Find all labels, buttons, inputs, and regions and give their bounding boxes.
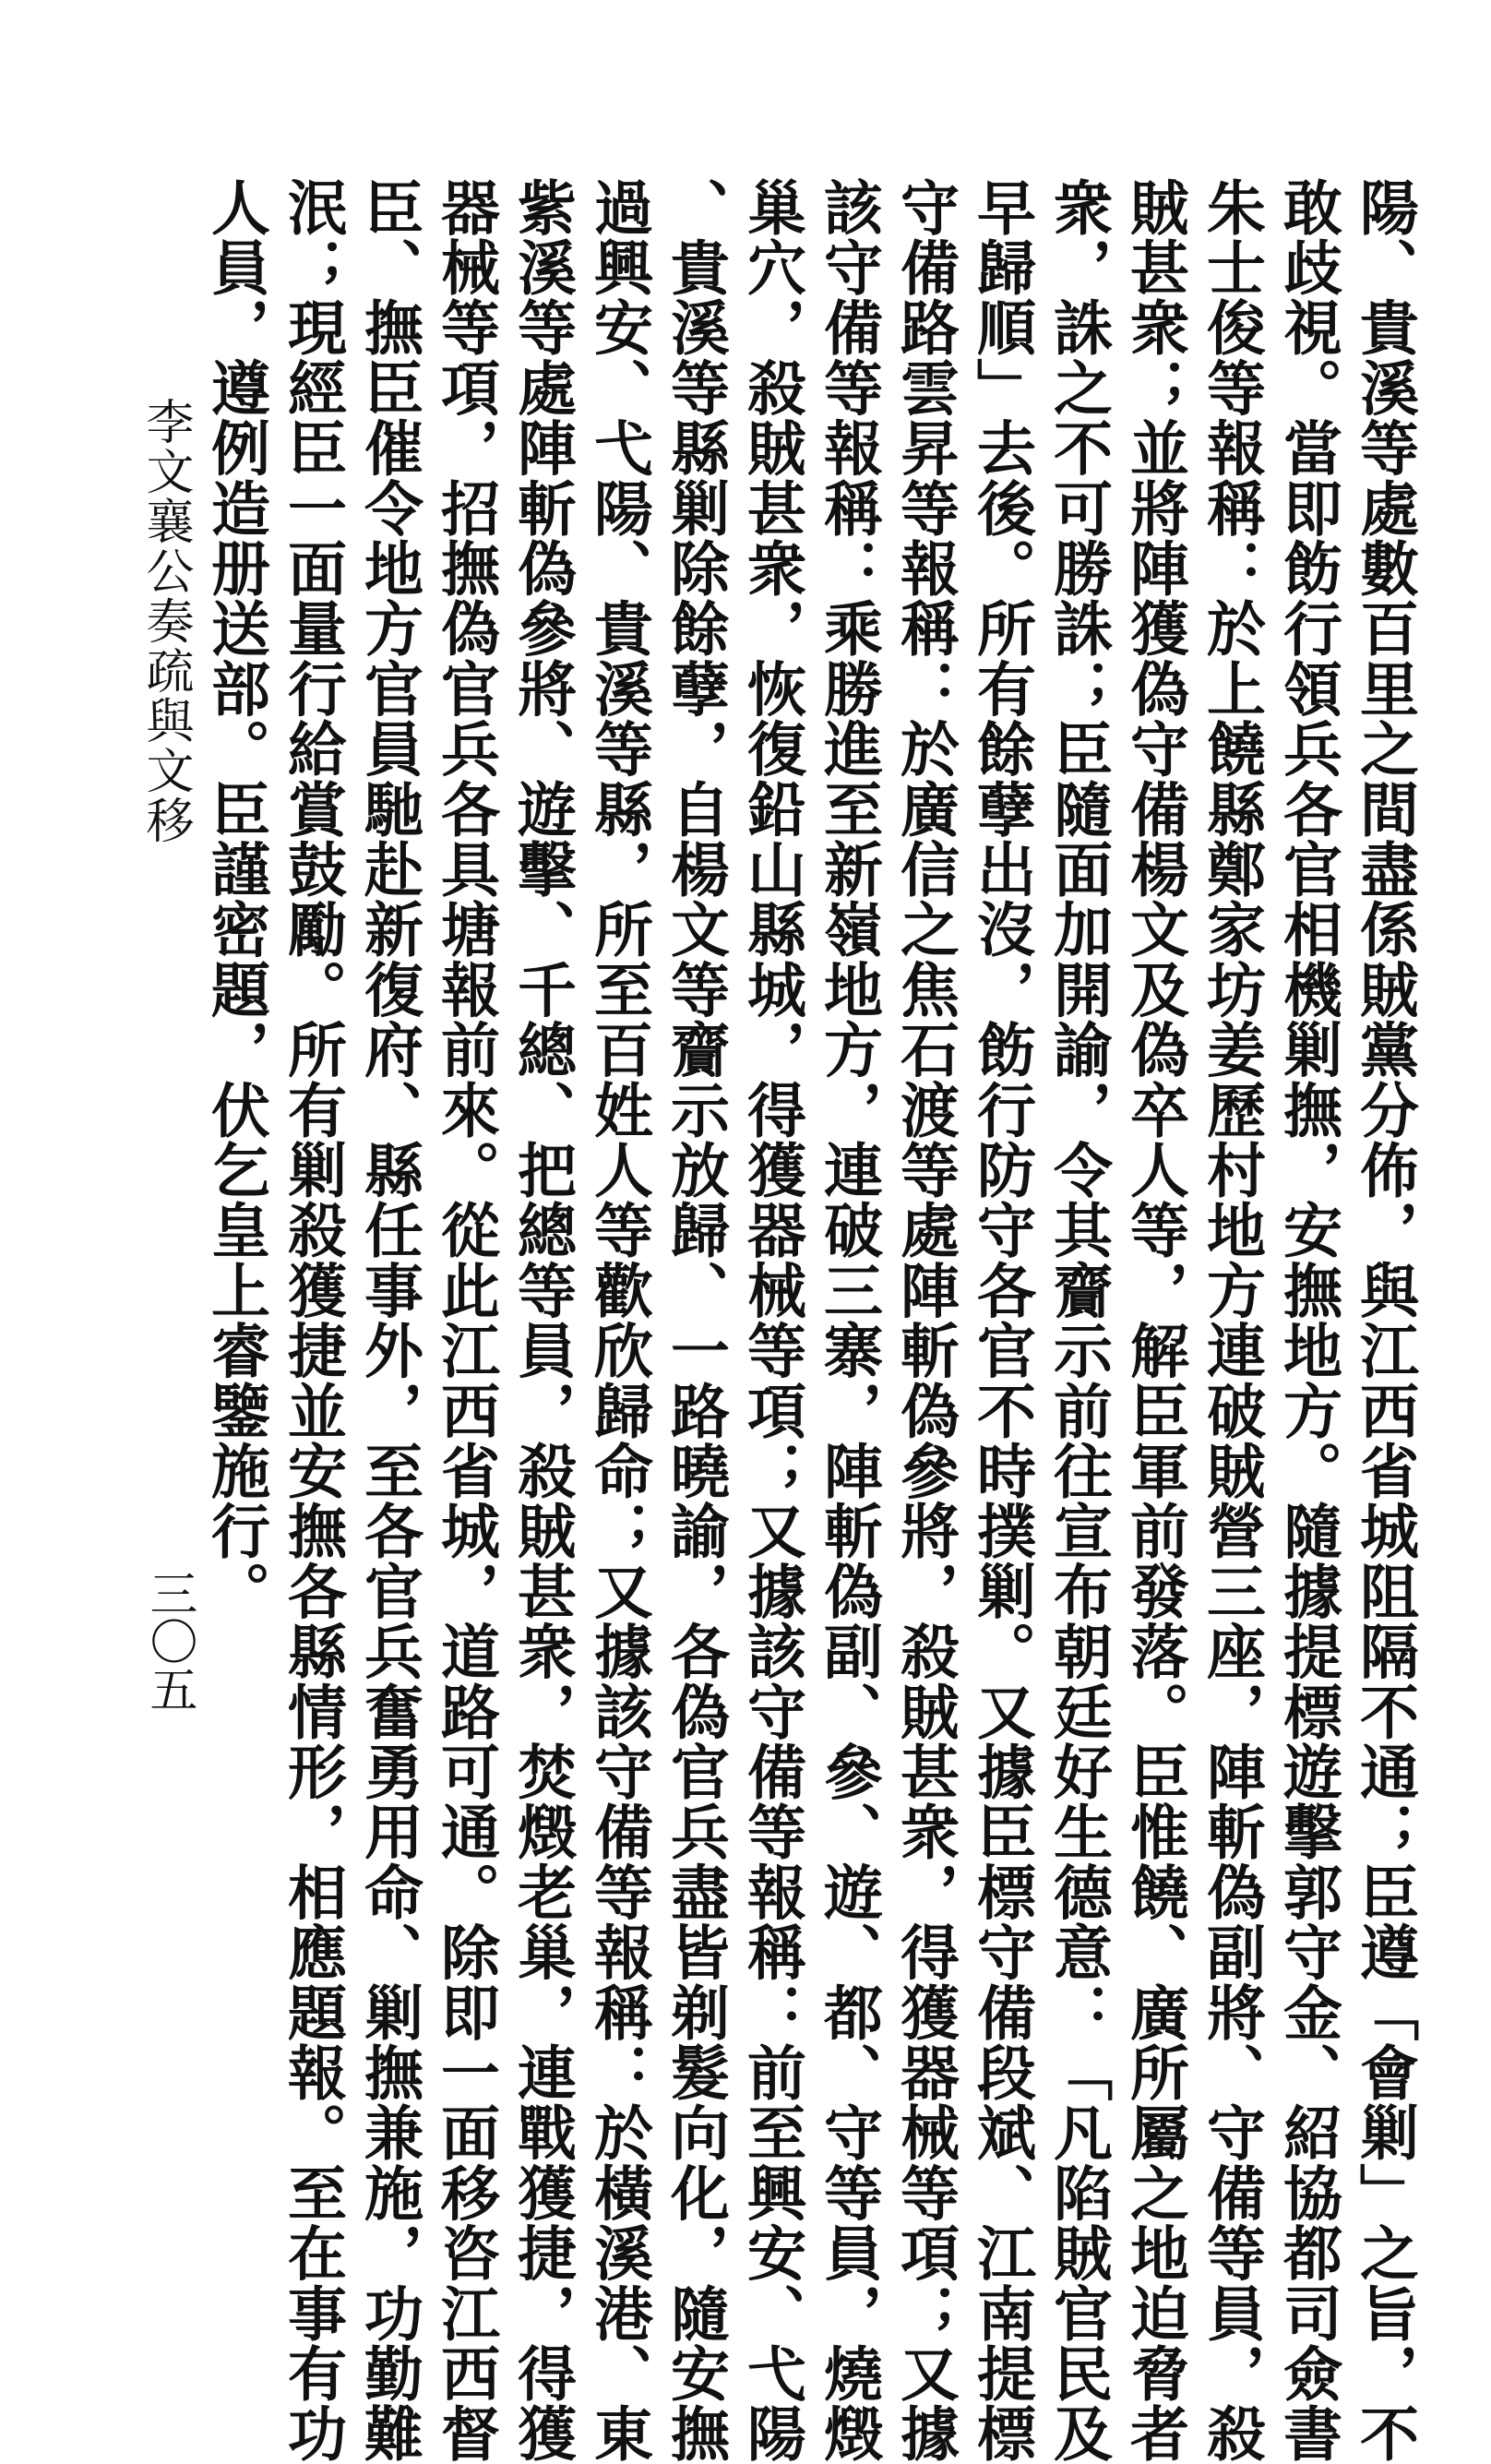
text-column-9: 巢穴，殺賊甚衆，恢復鉛山縣城，得獲器械等項；又據該守備等報稱：前至興安、弋陽 [737,177,806,2464]
text-column-1: 陽、貴溪等處數百里之間盡係賊黨分佈，與江西省城阻隔不通；臣遵「會剿」之旨，不 [1350,177,1419,2464]
text-column-10: 、貴溪等縣剿除餘孽，自楊文等齎示放歸、一路曉諭，各偽官兵盡皆剃髮向化，隨安撫 [661,177,730,2464]
text-column-3: 朱士俊等報稱：於上饒縣鄭家坊姜歷村地方連破賊營三座，陣斬偽副將、守備等員，殺 [1197,177,1266,2464]
text-column-4: 賊甚衆；並將陣獲偽守備楊文及偽卒人等，解臣軍前發落。臣惟饒、廣所屬之地迫脅者 [1120,177,1189,2464]
text-column-14: 臣、撫臣催令地方官員馳赴新復府、縣任事外，至各官兵奮勇用命、剿撫兼施，功勤難 [354,177,423,2464]
text-column-15: 泯；現經臣一面量行給賞鼓勵。所有剿殺獲捷並安撫各縣情形，相應題報。至在事有功 [278,177,347,2464]
text-column-16: 人員，遵例造册送部。臣謹密題，伏乞皇上睿鑒施行。 [201,177,270,1621]
text-column-11: 過興安、弋陽、貴溪等縣，所至百姓人等歡欣歸命；又據該守備等報稱：於橫溪港、東 [584,177,653,2464]
text-column-12: 紫溪等處陣斬偽參將、遊擊、千總、把總等員，殺賊甚衆，焚燬老巢，連戰獲捷，得獲 [507,177,577,2464]
page-number: 三〇五 [141,1569,197,1713]
text-column-2: 敢歧視。當即飭行領兵各官相機剿撫，安撫地方。隨據提標遊擊郭守金、紹協都司僉書 [1273,177,1342,2464]
running-title: 李文襄公奏疏與文移 [137,397,193,845]
text-column-8: 該守備等報稱：乘勝進至新嶺地方，連破三寨，陣斬偽副、參、遊、都、守等員，燒燬 [814,177,883,2464]
text-column-6: 早歸順」去後。所有餘孽出沒，飭行防守各官不時撲剿。又據臣標守備段斌、江南提標 [967,177,1036,2464]
text-column-5: 衆，誅之不可勝誅；臣隨面加開諭，令其齎示前往宣布朝廷好生德意：「凡陷賊官民及 [1044,177,1113,2464]
text-column-13: 器械等項，招撫偽官兵各具塘報前來。從此江西省城，道路可通。除即一面移咨江西督 [431,177,500,2464]
text-column-7: 守備路雲昇等報稱：於廣信之焦石渡等處陣斬偽參將，殺賊甚衆，得獲器械等項；又據 [890,177,960,2464]
